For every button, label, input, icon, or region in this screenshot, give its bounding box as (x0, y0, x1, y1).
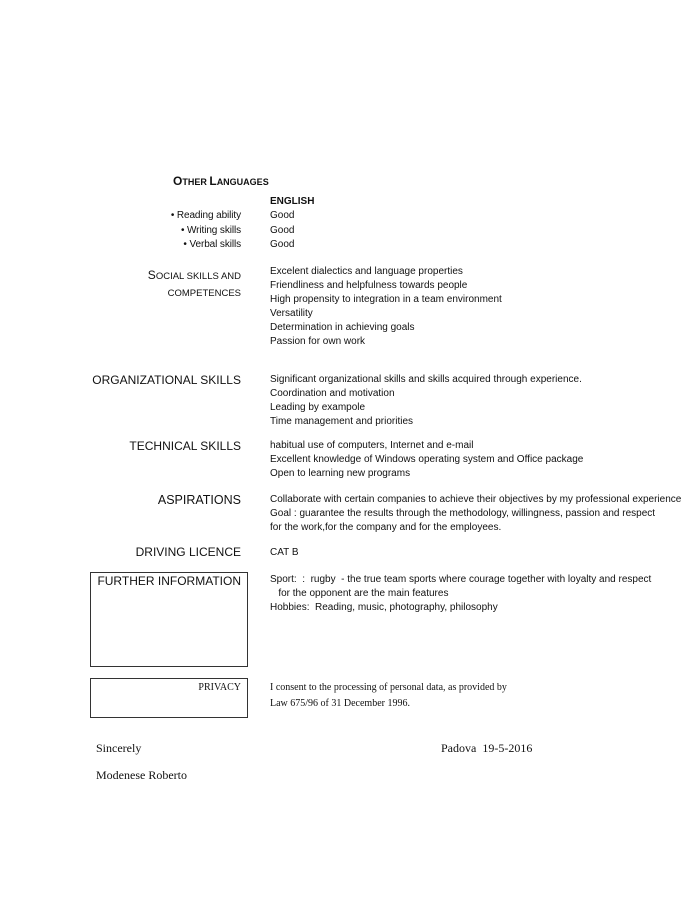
organizational-skills-content (270, 373, 582, 429)
further-line: Sport: : rugby - the true team sports where courage together with loyalty and respect (270, 574, 652, 585)
technical-line: habitual use of computers, Internet and e-mail (270, 440, 474, 451)
privacy-statement-line-1: I consent to the processing of personal data, as provided by (270, 682, 507, 693)
technical-skills-content (270, 439, 583, 481)
place-and-date: Padova 19-5-2016 (441, 741, 533, 755)
verbal-skills-label: • Verbal skills (183, 239, 241, 250)
social-line: Excelent dialectics and language properties (270, 266, 463, 277)
further-line: for the opponent are the main features (270, 588, 449, 599)
signature-name: Modenese Roberto (96, 768, 187, 782)
further-line: Hobbies: Reading, music, photography, philosophy (270, 602, 498, 613)
driving-licence-value: CAT B (270, 547, 299, 558)
social-skills-label: SOCIAL SKILLS AND COMPETENCES (147, 268, 241, 299)
aspirations-line: Collaborate with certain companies to achieve their objectives by my professional experience (270, 494, 681, 505)
driving-licence-label: DRIVING LICENCE (135, 545, 241, 559)
reading-ability-label: • Reading ability (170, 210, 241, 221)
writing-skills-label: • Writing skills (180, 225, 241, 236)
technical-skills-label: TECHNICAL SKILLS (129, 439, 241, 453)
language-name: ENGLISH (270, 196, 315, 207)
organizational-line: Coordination and motivation (270, 388, 395, 399)
social-line: High propensity to integration in a team environment (270, 294, 502, 305)
reading-ability-value: Good (270, 210, 295, 221)
social-line: Determination in achieving goals (270, 322, 415, 333)
closing-greeting: Sincerely (96, 741, 142, 755)
organizational-skills-label: ORGANIZATIONAL SKILLS (92, 373, 241, 387)
organizational-line: Leading by exampole (270, 402, 366, 413)
social-line: Passion for own work (270, 336, 366, 347)
organizational-line: Time management and priorities (270, 416, 414, 427)
aspirations-label: ASPIRATIONS (157, 493, 241, 507)
social-line: Versatility (270, 308, 313, 319)
aspirations-line: Goal : guarantee the results through the methodology, willingness, passion and respect (270, 508, 656, 519)
social-skills-content (270, 265, 502, 349)
organizational-line: Significant organizational skills and skills acquired through experience. (270, 374, 582, 385)
other-languages-heading: OTHER LANGUAGES (173, 174, 269, 188)
aspirations-line: for the work,for the company and for the employees. (270, 522, 502, 533)
further-information-label: FURTHER INFORMATION (97, 574, 241, 588)
privacy-statement-line-2: Law 675/96 of 31 December 1996. (270, 698, 410, 709)
further-information-content (270, 573, 651, 615)
privacy-label: PRIVACY (198, 682, 241, 693)
aspirations-content (270, 493, 681, 535)
writing-skills-value: Good (270, 225, 295, 236)
verbal-skills-value: Good (270, 239, 295, 250)
technical-line: Excellent knowledge of Windows operating system and Office package (270, 454, 584, 465)
social-line: Friendliness and helpfulness towards people (270, 280, 468, 291)
technical-line: Open to learning new programs (270, 468, 411, 479)
